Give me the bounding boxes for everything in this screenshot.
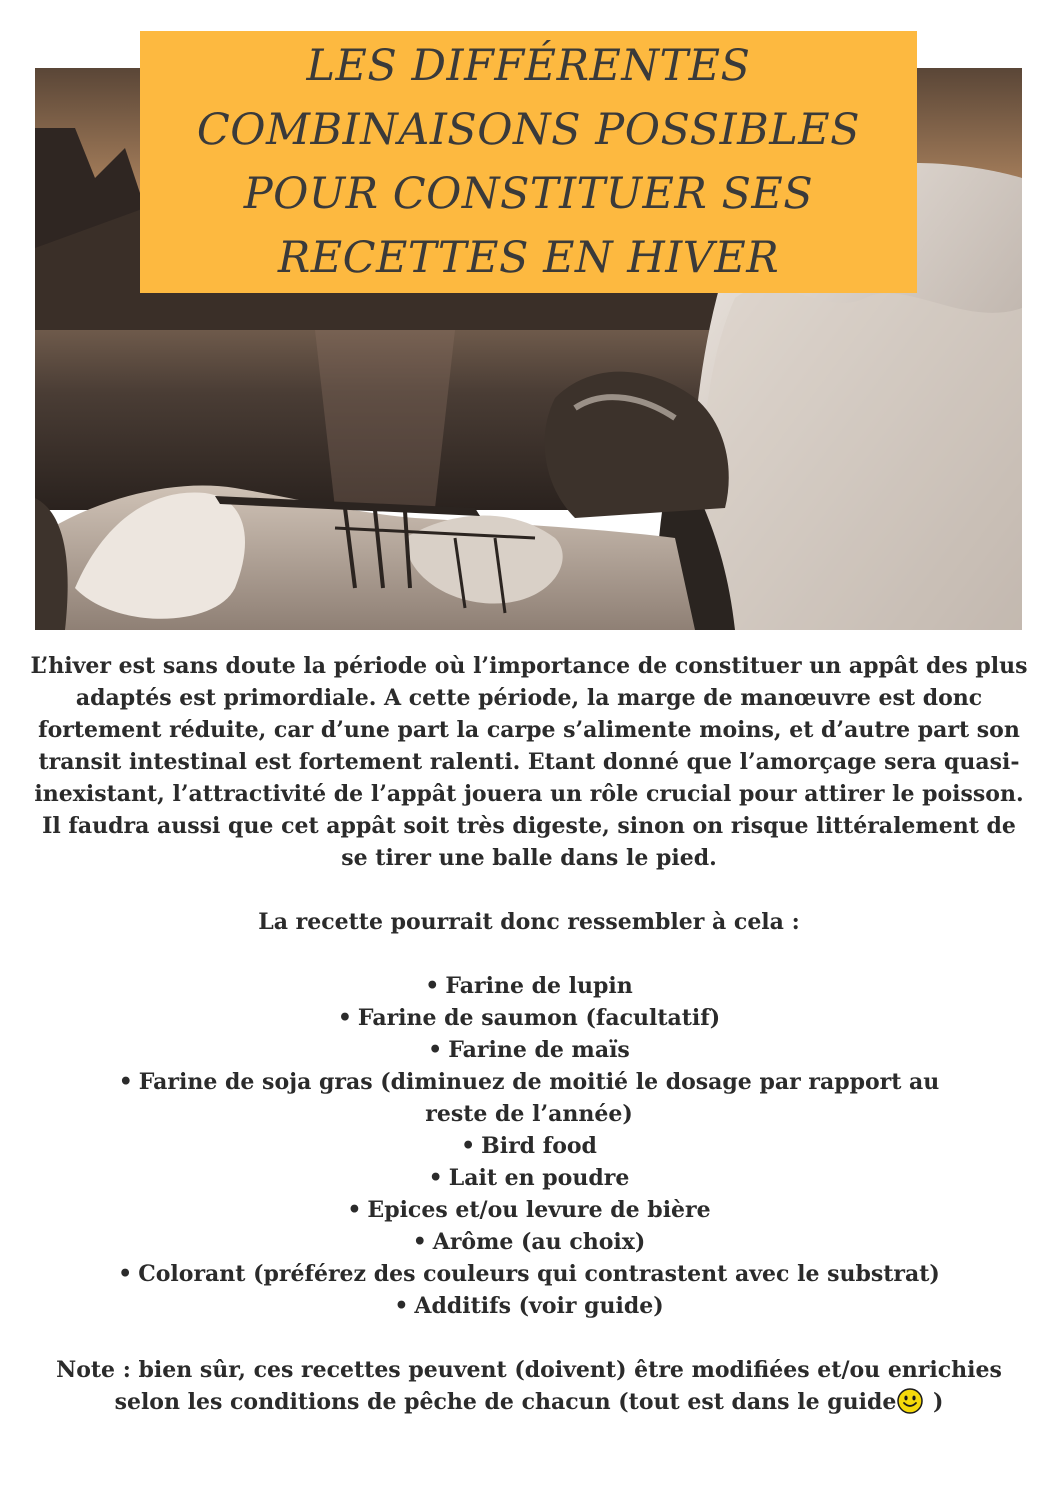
bullet-icon: •: [412, 1229, 427, 1255]
intro-paragraph: L’hiver est sans doute la période où l’importance de constituer un appât des plus adaptés est primordiale. A cette période, la marge de manœuvre est donc fortement réduite, car d’une part la carpe s’alimente moins, et d’autre part son transit intestinal est fortement ralenti. Etant donné que l’amorçage sera quasi-inexistant, l’attractivité de l’appât jouera un rôle crucial pour attirer le poisson. Il faudra aussi que cet appât soit très digeste, sinon on risque littéralement de se tirer une balle dans le pied.: [30, 653, 1028, 871]
note-closing: ): [925, 1389, 944, 1415]
recipe-lead-in: La recette pourrait donc ressembler à cela :: [258, 909, 800, 935]
note-text: Note : bien sûr, ces recettes peuvent (doivent) être modifiées et/ou enrichies selon les conditions de pêche de chacun (tout est dans le guide: [56, 1357, 1002, 1415]
ingredient-list: [28, 970, 1030, 1322]
title-banner: [140, 31, 917, 293]
list-item: • Lait en poudre: [428, 1165, 630, 1191]
bullet-icon: •: [428, 1037, 443, 1063]
bullet-icon: •: [337, 1005, 352, 1031]
bullet-icon: •: [394, 1293, 409, 1319]
bullet-icon: •: [461, 1133, 476, 1159]
list-item: • Arôme (au choix): [412, 1229, 646, 1255]
list-item: • Farine de maïs: [428, 1037, 630, 1063]
title-line: RECETTES EN HIVER: [277, 233, 780, 283]
bullet-icon: •: [425, 973, 440, 999]
smiley-icon: [897, 1388, 923, 1414]
title-line: LES DIFFÉRENTES: [306, 41, 751, 91]
bullet-icon: •: [118, 1261, 133, 1287]
note-paragraph: [28, 1354, 1030, 1418]
list-item: • Farine de soja gras (diminuez de moitié le dosage par rapport au reste de l’année): [118, 1069, 940, 1127]
article-body: [28, 650, 1030, 1418]
bullet-icon: •: [428, 1165, 443, 1191]
list-item: • Bird food: [461, 1133, 597, 1159]
list-item: • Farine de lupin: [425, 973, 633, 999]
list-item: • Epices et/ou levure de bière: [347, 1197, 711, 1223]
page-title: [197, 34, 860, 290]
title-line: COMBINAISONS POSSIBLES: [196, 105, 861, 155]
bullet-icon: •: [118, 1069, 133, 1095]
list-item: • Farine de saumon (facultatif): [337, 1005, 721, 1031]
bullet-icon: •: [347, 1197, 362, 1223]
list-item: • Additifs (voir guide): [394, 1293, 664, 1319]
title-line: POUR CONSTITUER SES: [243, 169, 814, 219]
list-item: • Colorant (préférez des couleurs qui contrastent avec le substrat): [118, 1261, 940, 1287]
